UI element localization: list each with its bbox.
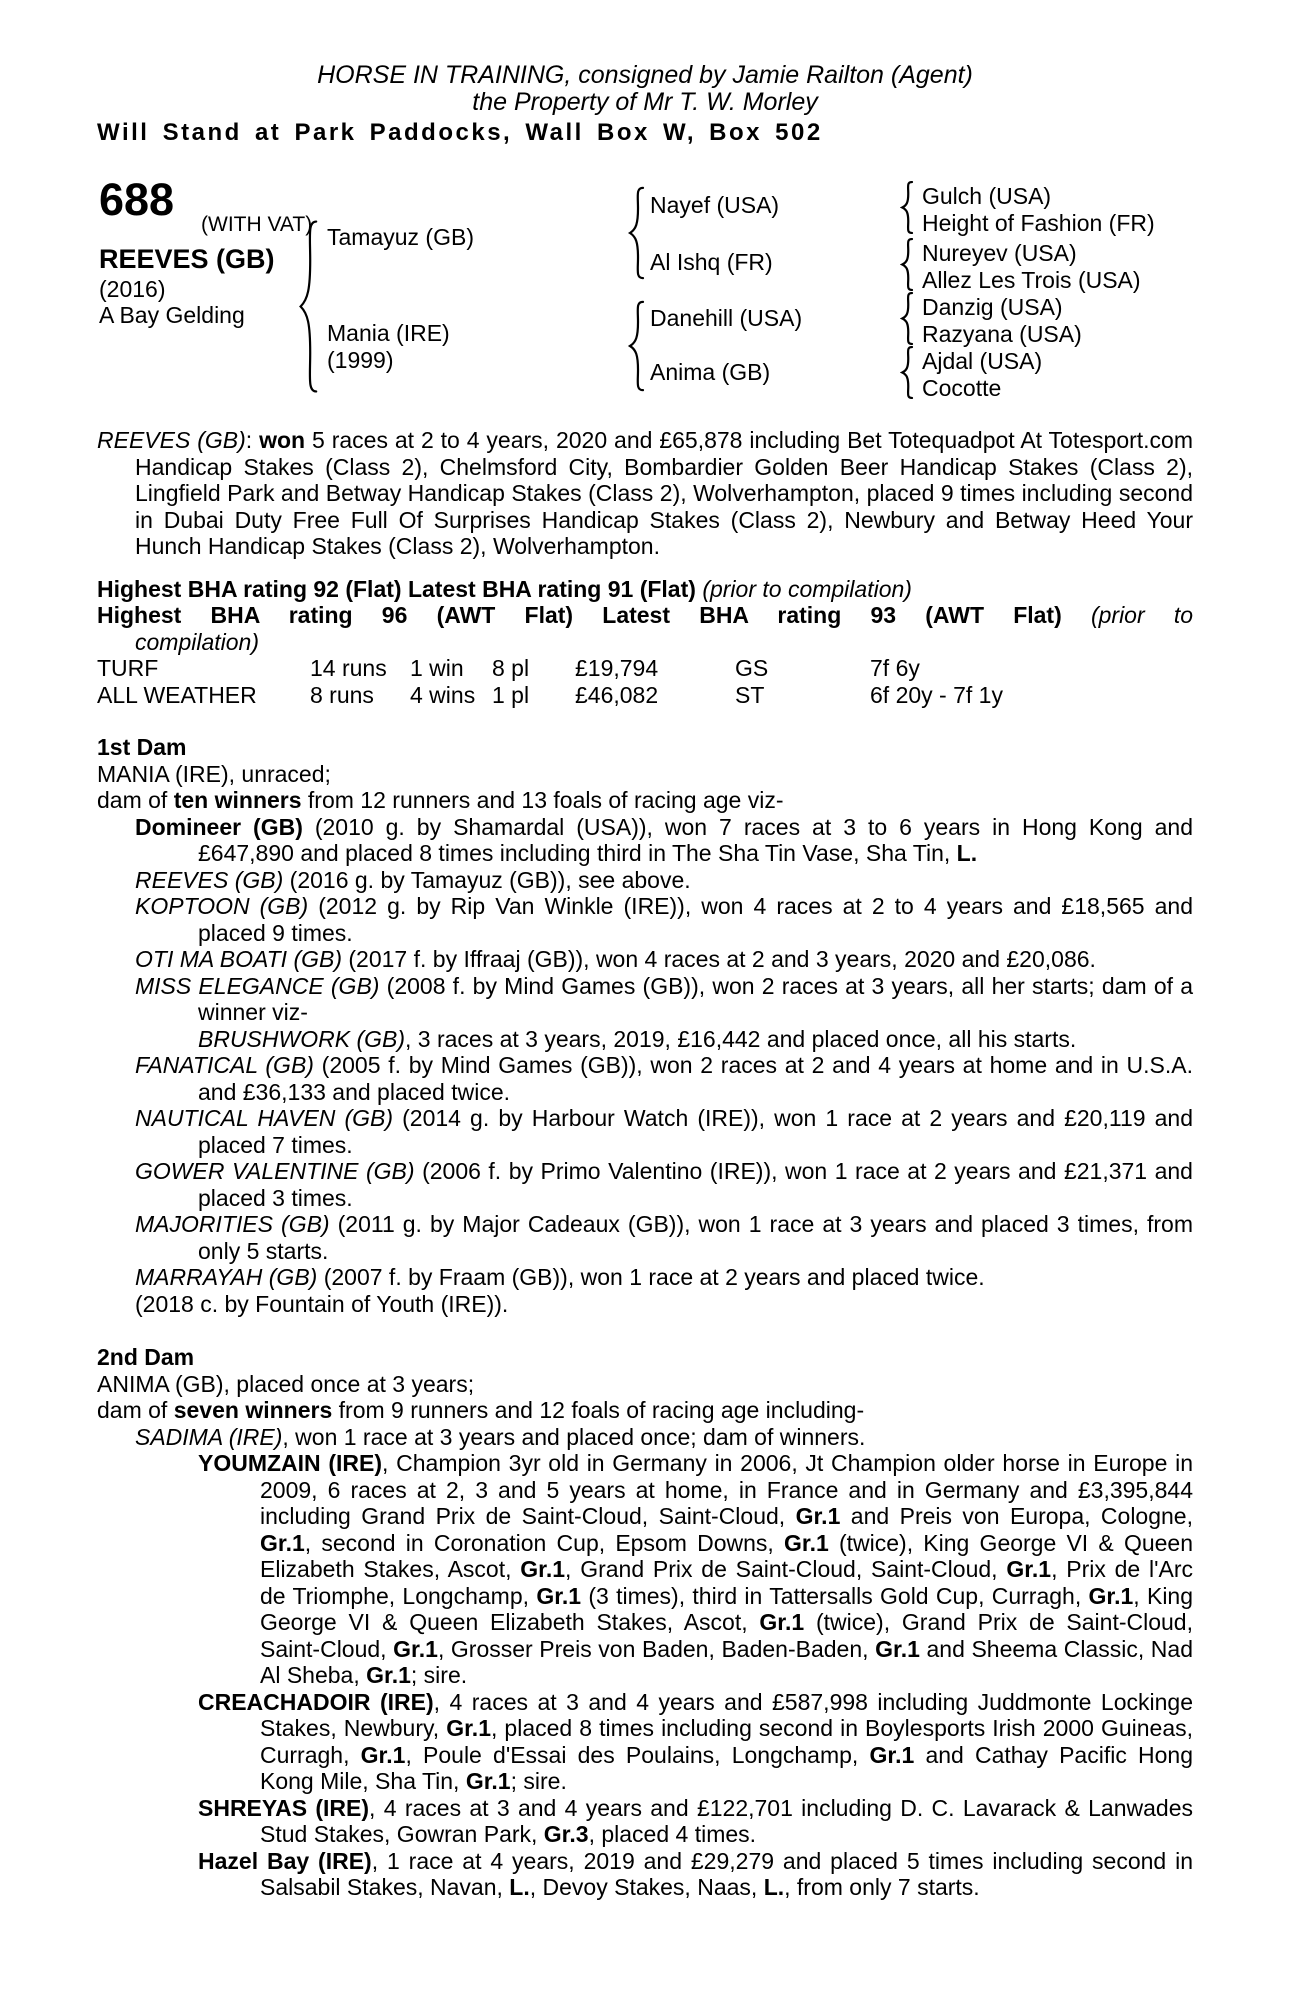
text-segment: 1st Dam [97,734,187,760]
text-segment: Gr.1 [366,1662,411,1688]
great-grandparent-name: Danzig (USA) [922,294,1063,320]
great-grandparent-name: Nureyev (USA) [922,240,1077,266]
text-segment: ten winners [173,787,302,813]
bha-rating-awt [97,602,1193,629]
stats-cell: £19,794 [575,655,659,681]
text-segment: REEVES (GB) [97,427,246,453]
text-segment: YOUMZAIN (IRE) [198,1450,383,1476]
text-segment: 2nd Dam [97,1344,195,1370]
text-segment: Gr.1 [446,1715,491,1741]
page-header [97,62,1193,148]
stats-cell: 1 win [410,655,464,681]
pedigree-brace [297,218,321,395]
produce-entry [97,1158,1193,1211]
text-segment: L. [509,1874,530,1900]
stats-cell: 1 pl [492,682,530,708]
text-segment: Highest BHA rating 92 (Flat) Latest BHA rating 91 (Flat) [97,575,703,602]
text-segment: Gr.1 [875,1635,920,1662]
text-segment: compilation) [135,628,259,655]
stats-cell: GS [735,655,769,681]
stats-cell: 4 wins [410,682,476,708]
text-segment: Gr.1 [536,1582,582,1609]
text-segment: Gr.1 [795,1503,841,1529]
text-segment: (2016 g. by Tamayuz (GB)), see above. [283,866,691,893]
produce-entry [97,893,1193,946]
great-grandparent-name: Allez Les Trois (USA) [922,267,1141,293]
text-segment: L. [763,1874,785,1900]
stats-cell: 8 runs [310,682,374,708]
dam-dam-name: Anima (GB) [650,359,771,385]
stand-location-line: Will Stand at Park Paddocks, Wall Box W, Box 502 [97,119,823,146]
second-dam-produce-line [97,1397,1193,1424]
text-segment: (2018 c. by Fountain of Youth (IRE)). [135,1290,509,1317]
horse-name: REEVES (GB) [99,244,275,274]
pedigree-brace [900,292,915,345]
text-segment: , 4 races at 3 and 4 years and £587,998 including Juddmonte Lockinge Stakes, Newbury, [260,1688,1193,1741]
text-segment: from 9 runners and 12 foals of racing age including- [332,1397,865,1423]
pedigree-table [97,174,1193,405]
text-segment: (twice), Grand Prix de Saint-Cloud, Saint-Cloud, [260,1609,1193,1662]
text-segment: SADIMA (IRE) [135,1423,283,1450]
text-segment: (2005 f. by Mind Games (GB)), won 2 races at 2 and 4 years at home and in U.S.A. and £36,133 and placed twice. [198,1052,1193,1105]
sire-name: Tamayuz (GB) [327,224,474,250]
consignor-line: HORSE IN TRAINING, consigned by Jamie Railton (Agent) [317,61,973,89]
stats-cell: ST [735,682,765,708]
stats-cell: 8 pl [492,655,530,681]
text-segment: Gr.1 [1006,1556,1052,1582]
text-segment: Gr.1 [260,1529,305,1556]
text-segment: won [259,427,306,453]
produce-subentry [97,1848,1193,1901]
produce-entry [97,1291,1193,1318]
text-segment: , Champion 3yr old in Germany in 2006, Jt Champion older horse in Europe in 2009, 6 races at 2, 3 and 5 years at home, in France and in Germany and £3,395,844 including Grand Prix de Saint-Cloud, Saint-Cloud, [260,1450,1193,1529]
produce-entry [97,814,1193,867]
text-segment: and Preis von Europa, Cologne, [840,1503,1193,1529]
text-segment: Highest BHA rating 96 (AWT Flat) Latest BHA rating 93 (AWT Flat) [97,602,1091,628]
dam-sire-name: Danehill (USA) [650,305,803,331]
great-grandparent-name: Razyana (USA) [922,321,1082,347]
produce-entry [97,1211,1193,1264]
text-segment: MISS ELEGANCE (GB) [135,972,380,999]
first-dam-heading [97,734,1193,761]
horse-foaling-year: (2016) [99,276,166,302]
text-segment: MANIA (IRE), unraced; [97,760,331,787]
sire-sire-name: Nayef (USA) [650,192,780,218]
produce-entry [97,1424,1193,1451]
text-segment: (2008 f. by Mind Games (GB)), won 2 races at 3 years, all her starts; dam of a winner viz- [198,972,1193,1025]
text-segment: dam of [97,1397,174,1423]
produce-subentry [97,1026,1193,1053]
pedigree-brace [900,181,915,234]
text-segment: (twice), King George VI & Queen Elizabeth Stakes, Ascot, [260,1529,1193,1582]
text-segment: Hazel Bay (IRE) [198,1847,372,1874]
stats-row [97,682,1193,709]
text-segment: dam of [97,787,174,813]
text-segment: (2007 f. by Fraam (GB)), won 1 race at 2 years and placed twice. [317,1264,985,1290]
text-segment: OTI MA BOATI (GB) [135,946,342,972]
text-segment: ANIMA (GB), placed once at 3 years; [97,1370,475,1397]
produce-subentry [97,1795,1193,1848]
pedigree-brace [627,186,647,280]
text-segment: L. [956,840,978,866]
great-grandparent-name: Cocotte [922,375,1002,401]
second-dam-line [97,1371,1193,1398]
text-segment: REEVES (GB) [135,866,284,893]
second-dam-heading [97,1344,1193,1371]
dam-name: Mania (IRE) [327,320,450,346]
text-segment: BRUSHWORK (GB) [198,1025,405,1052]
stats-cell: 14 runs [310,655,387,681]
text-segment: (prior to compilation) [702,575,912,602]
text-segment: MAJORITIES (GB) [135,1211,330,1237]
sections [97,427,1193,1901]
text-segment: , 4 races at 3 and 4 years and £122,701 including D. C. Lavarack & Lanwades Stud Stakes, Gowran Park, [260,1794,1193,1847]
text-segment: Gr.1 [1088,1582,1134,1609]
pedigree-brace [900,238,915,291]
vat-note: (WITH VAT) [201,213,313,236]
text-segment: (2017 f. by Iffraaj (GB)), won 4 races at 2 and 3 years, 2020 and £20,086. [342,946,1096,972]
text-segment: (prior to [1090,602,1194,628]
text-segment: Gr.3 [543,1821,589,1847]
text-segment: KOPTOON (GB) [135,893,309,919]
produce-entry [97,973,1193,1026]
pedigree-brace [900,346,915,399]
stats-row [97,655,1193,682]
text-segment: , second in Coronation Cup, Epsom Downs, [304,1529,785,1556]
text-segment: , placed 4 times. [588,1821,757,1847]
text-segment: (2014 g. by Harbour Watch (IRE)), won 1 race at 2 years and £20,119 and placed 7 times. [198,1105,1193,1158]
text-segment: , Grand Prix de Saint-Cloud, Saint-Cloud, [565,1556,1007,1582]
text-segment: and Sheema Classic, Nad Al Sheba, [260,1635,1194,1688]
text-segment: Gr.1 [360,1741,406,1768]
produce-entry [97,1052,1193,1105]
text-segment: CREACHADOIR (IRE) [198,1688,434,1715]
text-segment: and Cathay Pacific Hong Kong Mile, Sha Tin, [260,1741,1193,1794]
text-segment: GOWER VALENTINE (GB) [135,1158,415,1184]
text-segment: 5 races at 2 to 4 years, 2020 and £65,878 including Bet Totequadpot At Totesport.com Handicap Stakes (Class 2), Chelmsford City, Bombardier Golden Beer Handicap Stakes (Class 2), Lingfield Park and Betway Handicap Stakes (Class 2), Wolverhampton, placed 9 times including second in Dubai Duty Free Full Of Surprises Handicap Stakes (Class 2), Newbury and Betway Heed Your Hunch Handicap Stakes (Class 2), Wolverhampton. [135,427,1193,559]
text-segment: SHREYAS (IRE) [198,1794,370,1821]
owner-line: the Property of Mr T. W. Morley [472,88,818,116]
first-dam-line [97,761,1193,788]
produce-subentry [97,1689,1193,1795]
great-grandparent-name: Ajdal (USA) [922,348,1043,374]
text-segment: , 1 race at 4 years, 2019 and £29,279 and placed 5 times including second in Salsabil Stakes, Navan, [260,1847,1193,1900]
text-segment: MARRAYAH (GB) [135,1264,318,1290]
produce-entry [97,1264,1193,1291]
text-segment: ; sire. [510,1768,567,1794]
stats-cell: ALL WEATHER [97,682,257,708]
text-segment: seven winners [173,1397,333,1423]
text-segment: Gr.1 [393,1635,438,1662]
horse-description: A Bay Gelding [99,302,245,328]
text-segment: : [245,427,260,453]
stats-cell: TURF [97,655,159,681]
spacer [97,1317,1193,1344]
bha-rating-flat [97,576,1193,603]
text-segment: , 3 races at 3 years, 2019, £16,442 and placed once, all his starts. [405,1025,1077,1052]
pedigree-brace [627,300,647,392]
spacer [97,560,1193,576]
stats-cell: £46,082 [575,682,659,708]
text-segment: Gr.1 [869,1741,915,1768]
text-segment: (2006 f. by Primo Valentino (IRE)), won 1 race at 2 years and £21,371 and placed 3 times. [198,1158,1193,1211]
text-segment: (2012 g. by Rip Van Winkle (IRE)), won 4 races at 2 to 4 years and £18,565 and placed 9 times. [198,893,1193,946]
produce-entry [97,1105,1193,1158]
stats-cell: 7f 6y [870,655,920,681]
text-segment: , Poule d'Essai des Poulains, Longchamp, [405,1741,870,1768]
text-segment: NAUTICAL HAVEN (GB) [135,1105,394,1131]
lot-number: 688 [99,174,175,225]
text-segment: from 12 runners and 13 foals of racing age viz- [301,787,784,813]
bha-rating-awt-cont [97,629,1193,656]
text-segment: , Grosser Preis von Baden, Baden-Baden, [437,1635,876,1662]
text-segment: Gr.1 [520,1556,566,1582]
text-segment: , King George VI & Queen Elizabeth Stakes, Ascot, [260,1582,1194,1635]
race-record [97,427,1193,560]
text-segment: (3 times), third in Tattersalls Gold Cup, Curragh, [581,1582,1089,1609]
text-segment: ; sire. [410,1662,468,1688]
text-segment: , Prix de l'Arc de Triomphe, Longchamp, [260,1556,1193,1609]
produce-entry [97,946,1193,973]
dam-foaling-year: (1999) [327,347,394,373]
great-grandparent-name: Gulch (USA) [922,183,1052,209]
text-segment: , placed 8 times including second in Boylesports Irish 2000 Guineas, Curragh, [260,1715,1194,1768]
text-segment: (2010 g. by Shamardal (USA)), won 7 races at 3 to 6 years in Hong Kong and £647,890 and placed 8 times including third in The Sha Tin Vase, Sha Tin, [198,813,1193,866]
spacer [97,709,1193,734]
stats-cell: 6f 20y - 7f 1y [870,682,1003,708]
text-segment: Gr.1 [784,1529,829,1556]
produce-subentry [97,1450,1193,1689]
great-grandparent-name: Height of Fashion (FR) [922,210,1155,236]
text-segment: , won 1 race at 3 years and placed once; dam of winners. [282,1423,866,1450]
first-dam-produce-line [97,787,1193,814]
text-segment: FANATICAL (GB) [135,1052,314,1078]
text-segment: Gr.1 [759,1609,805,1635]
text-segment: Gr.1 [465,1768,511,1794]
text-segment: (2011 g. by Major Cadeaux (GB)), won 1 race at 3 years and placed 3 times, from only 5 starts. [198,1211,1193,1264]
produce-entry [97,867,1193,894]
sire-dam-name: Al Ishq (FR) [650,249,773,275]
text-segment: Domineer (GB) [135,813,303,840]
text-segment: , from only 7 starts. [784,1874,980,1900]
text-segment: , Devoy Stakes, Naas, [529,1874,764,1900]
